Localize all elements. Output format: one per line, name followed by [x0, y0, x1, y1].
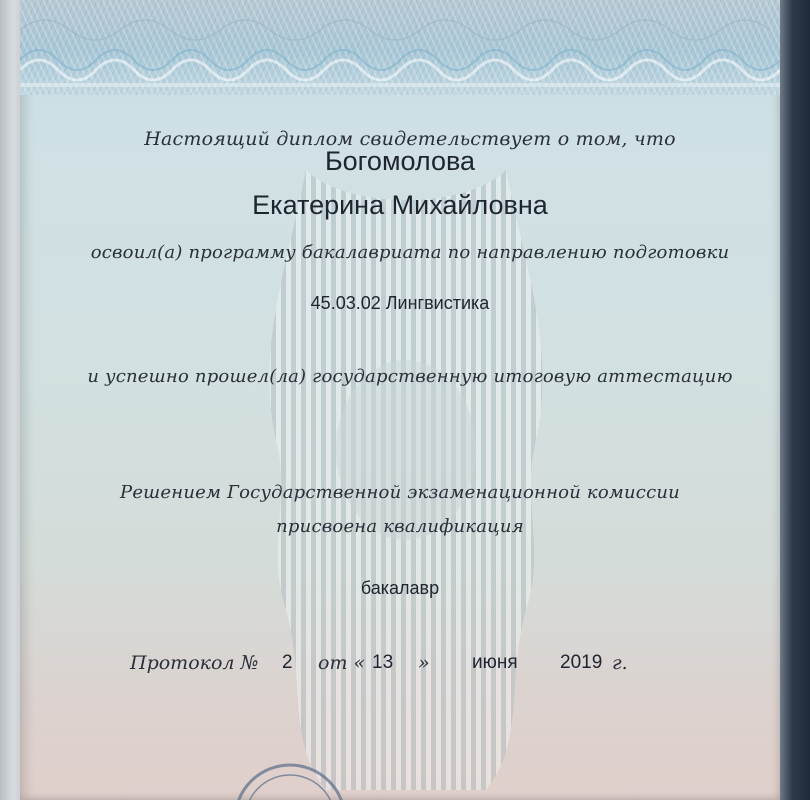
graduate-surname: Богомолова — [324, 146, 476, 176]
protocol-label: Протокол № — [130, 652, 259, 674]
protocol-day: 13 — [372, 652, 394, 673]
commission-decision-line: Решением Государственной экзаменационной комиссии — [120, 482, 680, 503]
diploma-cover-edge — [780, 0, 810, 800]
specialty: 45.03.02 Лингвистика — [310, 293, 490, 313]
diploma-sheet — [20, 0, 782, 800]
protocol-number: 2 — [282, 652, 293, 673]
guilloche-band — [20, 0, 782, 95]
protocol-year-suffix: г. — [612, 652, 628, 674]
degree: бакалавр — [360, 578, 440, 598]
attestation-line: и успешно прошел(ла) государственную итоговую аттестацию — [87, 366, 733, 387]
protocol-from-label: от « — [318, 652, 366, 674]
protocol-month: июня — [472, 652, 518, 673]
graduate-given-names: Екатерина Михайловна — [252, 190, 548, 220]
protocol-close-quote: » — [418, 652, 430, 674]
qualification-line: присвоена квалификация — [276, 516, 524, 537]
protocol-year: 2019 — [560, 652, 603, 673]
intro-line: Настоящий диплом свидетельствует о том, что — [144, 128, 676, 150]
seal-fragment — [230, 760, 350, 800]
guilloche-pattern — [20, 0, 782, 95]
program-line: освоил(а) программу бакалавриата по направлению подготовки — [90, 242, 730, 263]
diploma-spine — [0, 0, 22, 800]
